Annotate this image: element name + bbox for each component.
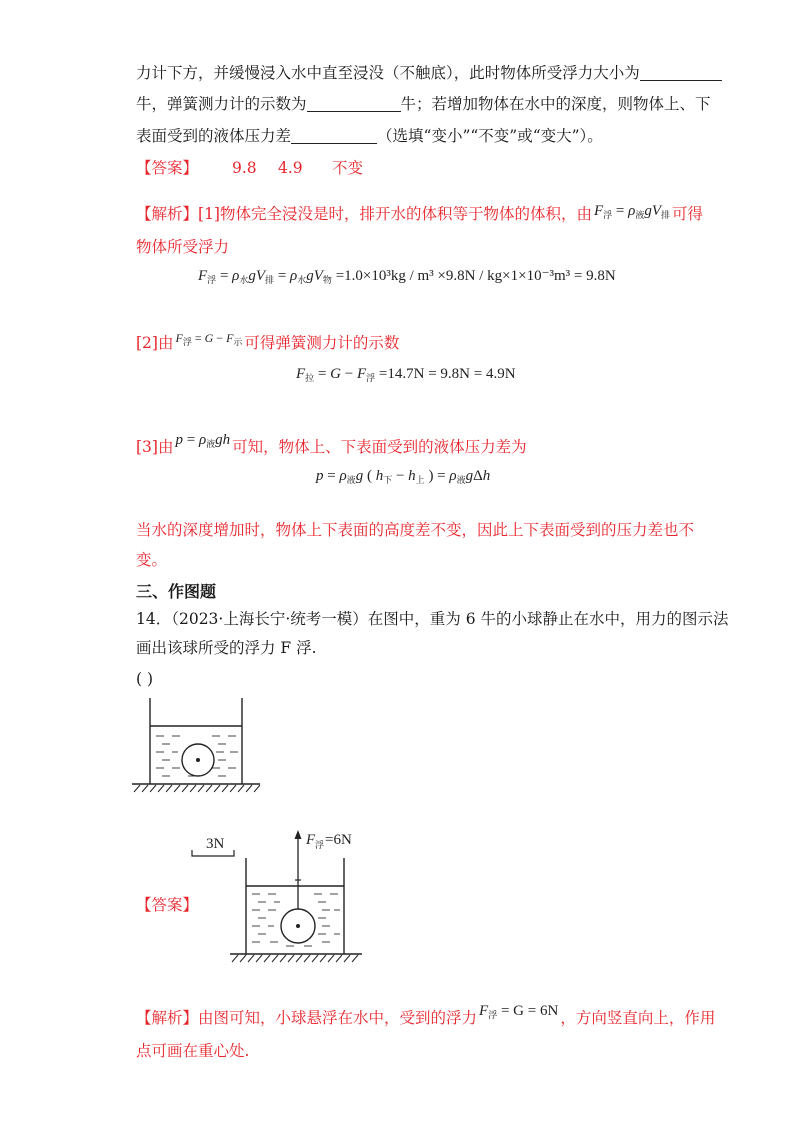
- eq-archimedes: $F_浮 = \rho_液gV_排$: [593, 203, 671, 220]
- q13-line2: 牛，弹簧测力计的示数为 牛；若增加物体在水中的深度，则物体上、下: [136, 95, 711, 113]
- blank-float-force[interactable]: [640, 64, 722, 81]
- q14-analysis-line2: 点可画在重心处.: [136, 1042, 250, 1060]
- figure-ball-in-water: [128, 690, 268, 800]
- answer-2: 4.9: [278, 159, 303, 177]
- arrowhead-icon: [295, 830, 302, 839]
- eq-spring-relation: $F_浮 = G - F_示$: [175, 331, 243, 347]
- q13-line3: 表面受到的液体压力差 （选填“变小”“不变”或“变大”）。: [136, 127, 603, 145]
- q14-analysis: 【解析】由图可知，小球悬浮在水中，受到的浮力 $F_浮 = G = 6N$ ，方向竖直向上，作用: [136, 1000, 715, 1029]
- q14-line2: 画出该球所受的浮力 F 浮.: [136, 639, 317, 657]
- eq-float-calc: $F_浮 = \rho_水gV_排 = \rho_水gV_物 =1.0\times 10^3kg / m^3 \times 9.8N / kg\times 1\times 10^{-3}m^3 = 9.8N$: [198, 268, 616, 285]
- figure-answer-force: [186, 822, 376, 970]
- answer-3: 不变: [332, 159, 364, 177]
- eq-pressure: $p = \rho_液gh$: [175, 432, 231, 449]
- q13-analysis3: [3]由 $p = \rho_液gh$ 可知，物体上、下表面受到的液体压力差为: [136, 429, 527, 458]
- answer-1: 9.8: [232, 159, 257, 177]
- q13-answer: 【答案】 9.8 4.9 不变: [136, 159, 364, 177]
- eq-buoyancy-weight: $F_浮 = G = 6N$: [479, 1003, 559, 1020]
- q13-analysis1-line2: 物体所受浮力: [136, 238, 230, 256]
- blank-spring-reading[interactable]: [307, 95, 401, 112]
- force-symbol: F: [306, 832, 316, 848]
- section-heading: 三、作图题: [136, 582, 217, 601]
- blank-pressure-diff[interactable]: [291, 127, 377, 144]
- scale-label: 3N: [206, 836, 225, 852]
- q13-analysis1: 【解析】[1]物体完全浸没是时，排开水的体积等于物体的体积，由 $F_浮 = \rho_液gV_排$ 可得: [136, 200, 703, 226]
- q14-answer-paren: ( ): [136, 670, 154, 688]
- force-label: =6N: [325, 832, 352, 848]
- eq-spring-calc: $F_拉 = G - F_浮 =14.7N = 9.8N = 4.9N$: [296, 366, 516, 383]
- q13-conclusion-2: 变。: [136, 551, 168, 569]
- q13-analysis2: [2]由 $F_浮 = G - F_示$ 可得弹簧测力计的示数: [136, 327, 399, 354]
- force-subscript: 浮: [315, 840, 325, 850]
- q13-line1: 力计下方，并缓慢浸入水中直至浸没（不触底），此时物体所受浮力大小为: [136, 62, 722, 84]
- q14-answer-label: 【答案】: [136, 896, 199, 914]
- q13-conclusion-1: 当水的深度增加时，物体上下表面的高度差不变，因此上下表面受到的压力差也不: [136, 521, 695, 539]
- q14-line1: 14．（2023·上海长宁·统考一模）在图中，重为 6 牛的小球静止在水中，用力的图示法: [136, 610, 729, 628]
- eq-pressure-diff: $p = \rho_液g$ ( $h_下 - h_上$ ) = $\rho_液g\Delta h$: [316, 468, 491, 485]
